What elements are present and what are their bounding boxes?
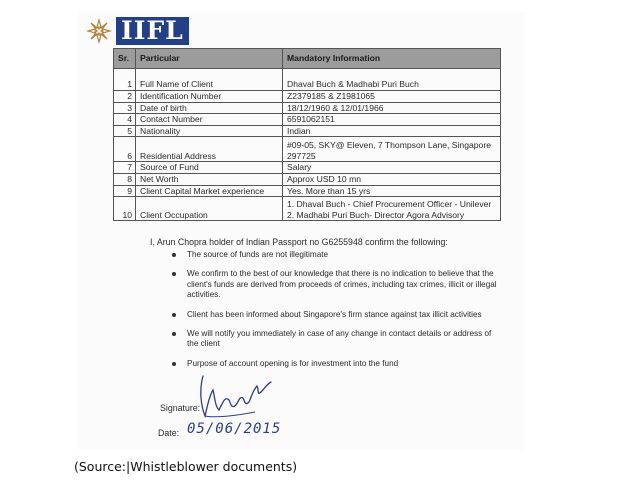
row-sr: 10 bbox=[114, 197, 136, 221]
row-info: Yes. More than 15 yrs bbox=[283, 185, 501, 197]
row-info: Indian bbox=[283, 125, 501, 137]
row-particular: Source of Fund bbox=[136, 162, 283, 174]
bullet-icon bbox=[172, 332, 176, 336]
row-info: Dhaval Buch & Madhabi Puri Buch bbox=[283, 69, 501, 91]
row-sr: 2 bbox=[114, 91, 136, 103]
bullet-icon bbox=[172, 362, 176, 366]
source-caption: (Source:|Whistleblower documents) bbox=[74, 459, 298, 474]
header-info: Mandatory Information bbox=[283, 49, 501, 69]
table-row bbox=[114, 185, 501, 197]
bullet-text: Purpose of account opening is for investment into the fund bbox=[187, 358, 399, 368]
table-row bbox=[114, 197, 501, 221]
table-row bbox=[114, 91, 501, 103]
confirmation-intro: I, Arun Chopra holder of Indian Passport no G6255948 confirm the following: bbox=[150, 237, 448, 247]
table-row bbox=[114, 69, 501, 91]
row-sr: 6 bbox=[114, 137, 136, 162]
row-particular: Client Capital Market experience bbox=[136, 185, 283, 197]
row-sr: 1 bbox=[114, 69, 136, 91]
row-sr: 9 bbox=[114, 185, 136, 197]
signature-label: Signature: bbox=[160, 403, 201, 413]
row-info: #09-05, SKY@ Eleven, 7 Thompson Lane, Singapore 297725 bbox=[283, 137, 501, 162]
list-item bbox=[172, 359, 502, 369]
handwritten-signature bbox=[195, 372, 275, 422]
bullet-icon bbox=[172, 272, 176, 276]
occupation-line-2: 2. Madhabi Puri Buch- Director Agora Advisory bbox=[287, 209, 465, 220]
row-sr: 7 bbox=[114, 162, 136, 174]
list-item bbox=[172, 310, 502, 320]
table-row bbox=[114, 125, 501, 137]
table-row bbox=[114, 102, 501, 114]
row-particular: Client Occupation bbox=[136, 197, 283, 221]
logo-text: IIFL bbox=[116, 17, 189, 45]
row-sr: 4 bbox=[114, 114, 136, 126]
row-info: Approx USD 10 mn bbox=[283, 173, 501, 185]
bullet-text: Client has been informed about Singapore's firm stance against tax illicit activities bbox=[187, 309, 482, 319]
bullet-text: We will notify you immediately in case of any change in contact details or address of the client bbox=[187, 329, 492, 349]
iifl-logo bbox=[86, 16, 189, 46]
row-sr: 8 bbox=[114, 173, 136, 185]
row-particular: Full Name of Client bbox=[136, 69, 283, 91]
row-particular: Net Worth bbox=[136, 173, 283, 185]
list-item bbox=[172, 269, 502, 300]
row-particular: Date of birth bbox=[136, 102, 283, 114]
bullet-icon bbox=[172, 253, 176, 257]
table-row bbox=[114, 173, 501, 185]
table-row bbox=[114, 162, 501, 174]
header-sr: Sr. bbox=[114, 49, 136, 69]
row-info bbox=[283, 197, 501, 221]
list-item bbox=[172, 250, 502, 260]
row-sr: 3 bbox=[114, 102, 136, 114]
row-sr: 5 bbox=[114, 125, 136, 137]
occupation-line-1: 1. Dhaval Buch - Chief Procurement Officer - Unilever bbox=[287, 198, 492, 209]
bullet-text: The source of funds are not illegitimate bbox=[187, 250, 329, 259]
row-info: Salary bbox=[283, 162, 501, 174]
lotus-logo-icon bbox=[86, 18, 112, 44]
row-particular: Nationality bbox=[136, 125, 283, 137]
header-particular: Particular bbox=[136, 49, 283, 69]
row-info: 18/12/1960 & 12/01/1966 bbox=[283, 102, 501, 114]
list-item bbox=[172, 329, 502, 350]
table-header-row bbox=[114, 49, 501, 69]
bullet-text: We confirm to the best of our knowledge that there is no indication to believe that the client's funds are derived from proceeds of crimes, including tax crimes, illicit or illegal activities. bbox=[187, 269, 497, 300]
table-row bbox=[114, 137, 501, 162]
row-info: Z2379185 & Z1981065 bbox=[283, 91, 501, 103]
row-particular: Identification Number bbox=[136, 91, 283, 103]
handwritten-date: 05/06/2015 bbox=[187, 421, 282, 437]
table-row bbox=[114, 114, 501, 126]
bullet-icon bbox=[172, 313, 176, 317]
client-info-table bbox=[113, 48, 501, 221]
row-info: 6591062151 bbox=[283, 114, 501, 126]
date-label: Date: bbox=[158, 428, 180, 438]
row-particular: Contact Number bbox=[136, 114, 283, 126]
row-particular: Residential Address bbox=[136, 137, 283, 162]
confirmation-list bbox=[172, 250, 502, 369]
